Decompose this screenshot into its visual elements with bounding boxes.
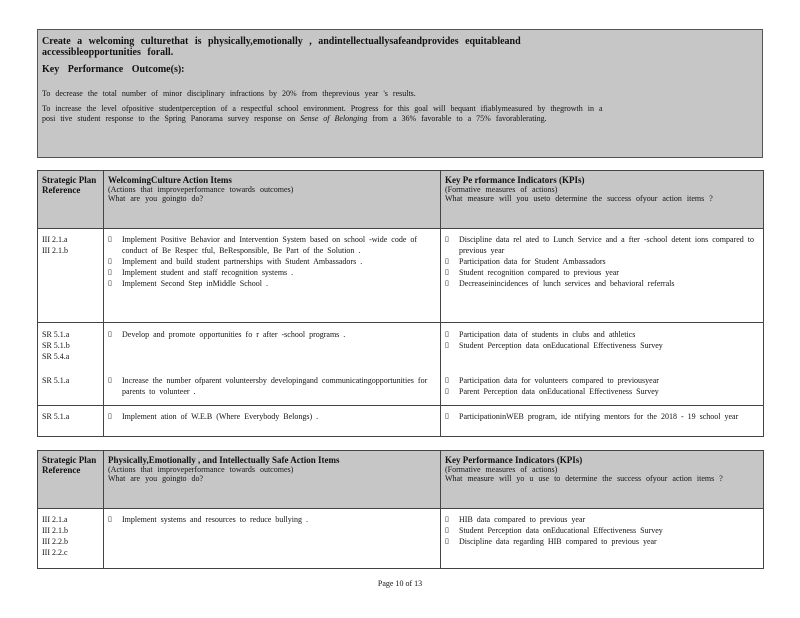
table-row: [38, 323, 764, 371]
action-item: ▯ Increase the number ofparent volunteersby developingand communicatingopportunities for parents to volunteer .: [108, 375, 436, 397]
outcome-2-line-a: To increase the level ofpositive studentperception of a respectful school environment. Progress for this goal will bequant ifiablymeasured by thegrowth in a: [42, 104, 603, 113]
kpi-item: ▯ Parent Perception data onEducational Effectiveness Survey: [445, 386, 759, 397]
kpi-item: ▯ Decreaseinincidences of lunch services and behavioral referrals: [445, 278, 759, 289]
plan-reference: III 2.1.a: [42, 235, 68, 244]
kpi-cell: [441, 509, 764, 569]
kpi-item: ▯ Participation data for volunteers compared to previousyear: [445, 375, 759, 386]
plan-reference: III 2.2.c: [42, 548, 68, 557]
welcoming-culture-table: [37, 170, 764, 437]
action-item: ▯ Develop and promote opportunities fo r after -school programs .: [108, 329, 436, 340]
action-items-cell: [104, 371, 441, 406]
kpi-item: ▯ ParticipationinWEB program, ide ntifying mentors for the 2018 - 19 school year: [445, 411, 759, 422]
kpi-item: ▯ Discipline data regarding HIB compared to previous year: [445, 536, 759, 547]
plan-reference: III 2.1.a: [42, 515, 68, 524]
action-items-cell: [104, 323, 441, 371]
kpi-item: ▯ Student Perception data onEducational Effectiveness Survey: [445, 525, 759, 536]
kpi-item: ▯ Student Perception data onEducational Effectiveness Survey: [445, 340, 759, 351]
outcome-2-line-b: [42, 114, 756, 124]
strategic-plan-cell: [38, 229, 104, 323]
table-row: [38, 229, 764, 323]
action-item: ▯ Implement systems and resources to reduce bullying .: [108, 514, 436, 525]
outcome-2-end: from a 36% favorable to a 75% favorablerating.: [372, 114, 547, 123]
kpi-item: ▯ Discipline data rel ated to Lunch Service and a fter -school detent ions compared to previous year: [445, 234, 759, 256]
kpi-cell: [441, 406, 764, 437]
table-row: [38, 371, 764, 406]
action-items-cell: [104, 406, 441, 437]
strategic-plan-cell: [38, 509, 104, 569]
plan-reference: III 2.1.b: [42, 526, 68, 535]
goal-title-line-2: accessibleopportunities forall.: [42, 47, 174, 58]
strategic-plan-header: Strategic Plan Reference: [38, 171, 104, 229]
action-item: ▯ Implement and build student partnerships with Student Ambassadors .: [108, 256, 436, 267]
plan-reference: III 2.2.b: [42, 537, 68, 546]
table-row: [38, 406, 764, 437]
action-item: ▯ Implement ation of W.E.B (Where Everybody Belongs) .: [108, 411, 436, 422]
action-item: ▯ Implement Second Step inMiddle School .: [108, 278, 436, 289]
plan-reference: SR 5.1.a: [42, 330, 70, 339]
outcome-2: [42, 104, 756, 124]
table-row: [38, 509, 764, 569]
kpi-cell: [441, 323, 764, 371]
action-item: ▯ Implement Positive Behavior and Intervention System based on school -wide code of conduct of Be Respec tful, BeResponsible, Be Part of the Solution .: [108, 234, 436, 256]
page-number: Page 10 of 13: [377, 579, 423, 588]
outcome-2-emphasis: Sense of Belonging: [300, 114, 368, 123]
plan-reference: SR 5.1.a: [42, 412, 70, 421]
plan-reference: SR 5.4.a: [42, 352, 70, 361]
strategic-plan-cell: [38, 323, 104, 371]
kpi-header: Key Pe rformance Indicators (KPIs) (Formative measures of actions) What measure will you useto determine the success ofyour action items ?: [441, 171, 764, 229]
goal-box: [37, 29, 763, 158]
action-items-header: Physically,Emotionally , and Intellectually Safe Action Items (Actions that improveperformance towards outcomes) What are you goingto do?: [104, 451, 441, 509]
kpo-label: Key Performance Outcome(s):: [42, 64, 185, 75]
action-item: ▯ Implement student and staff recognition systems .: [108, 267, 436, 278]
table-header-row: [38, 171, 764, 229]
table-header-row: [38, 451, 764, 509]
kpi-item: ▯ Participation data for Student Ambassadors: [445, 256, 759, 267]
kpi-item: ▯ Participation data of students in clubs and athletics: [445, 329, 759, 340]
safe-action-table: [37, 450, 764, 569]
kpi-cell: [441, 229, 764, 323]
action-items-cell: [104, 229, 441, 323]
strategic-plan-cell: [38, 406, 104, 437]
kpi-item: ▯ Student recognition compared to previous year: [445, 267, 759, 278]
action-items-cell: [104, 509, 441, 569]
goal-title: [42, 36, 756, 58]
kpi-item: ▯ HIB data compared to previous year: [445, 514, 759, 525]
plan-reference: III 2.1.b: [42, 246, 68, 255]
kpi-header: Key Performance Indicators (KPIs) (Formative measures of actions) What measure will yo u use to determine the success ofyour action items ?: [441, 451, 764, 509]
goal-title-line-1: Create a welcoming culturethat is physically,emotionally , andintellectuallysafeandprovides equitableand: [42, 36, 521, 47]
kpi-cell: [441, 371, 764, 406]
plan-reference: SR 5.1.b: [42, 341, 70, 350]
outcome-2-text: posi tive student response to the Spring Panorama survey response on: [42, 114, 296, 123]
strategic-plan-cell: [38, 371, 104, 406]
plan-reference: SR 5.1.a: [42, 375, 70, 385]
strategic-plan-header: Strategic Plan Reference: [38, 451, 104, 509]
action-items-header: WelcomingCulture Action Items (Actions that improveperformance towards outcomes) What are you goingto do?: [104, 171, 441, 229]
outcome-1: To decrease the total number of minor disciplinary infractions by 20% from theprevious year 's results.: [42, 89, 416, 98]
